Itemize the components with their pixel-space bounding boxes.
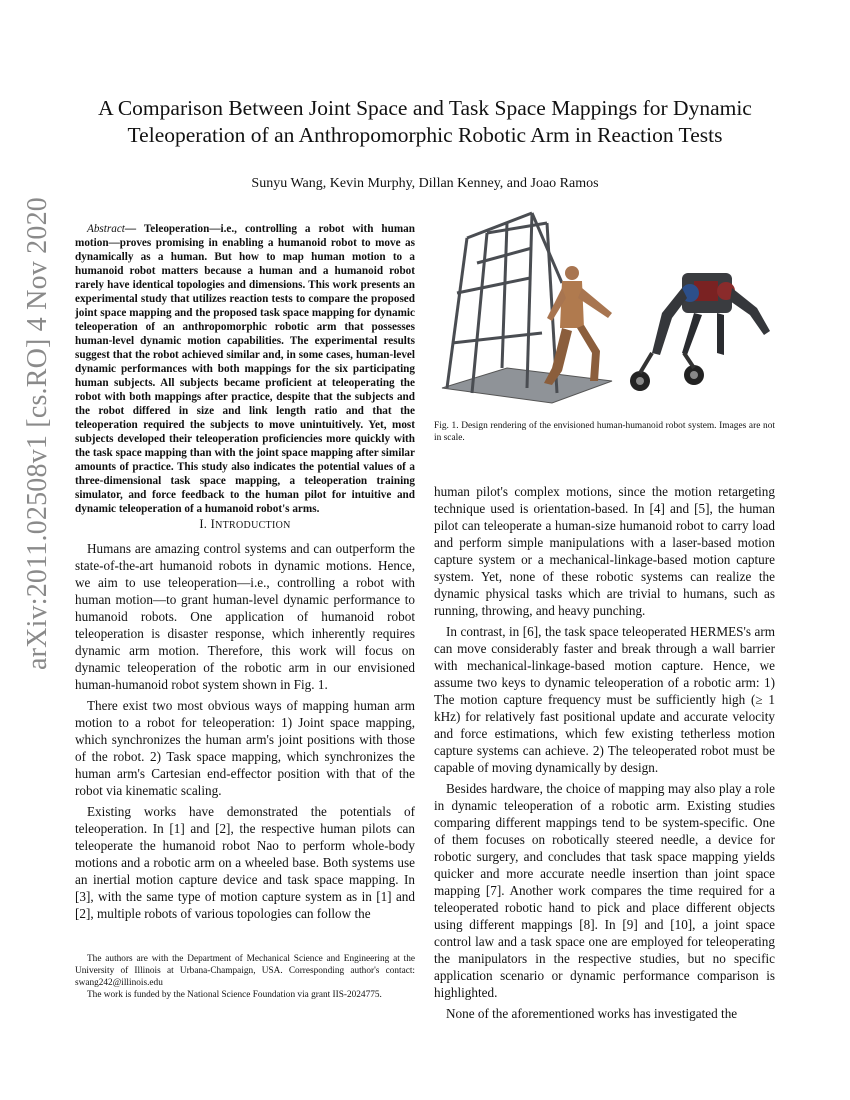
section-number: I. bbox=[199, 517, 211, 531]
paragraph: human pilot's complex motions, since the motion retargeting technique used is orientation-based. In [4] and [5], the human pilot can teleoperate a human-size humanoid robot to carry load and perform simple manipulations with a laser-based motion capture system or a mechanical-linkage-based motion capture system. Yet, none of these robotic systems can realize the dynamic physical tasks which are trivial to humans, such as running, throwing, and heavy punching. bbox=[434, 484, 775, 618]
humanoid-robot bbox=[630, 273, 770, 391]
paragraph: Besides hardware, the choice of mapping may also play a role in dynamic teleoperation of a robotic arm. Existing studies comparing different mappings tend to be system-specific. One of them focuses on robotically steered needle, a device for robotic surgery, and concludes that task space mapping yields quicker and more accurate needle insertion than joint space mapping [7]. Another work compares the time required for a teleoperated robotic hand to pick and place different objects using different mappings [8]. In [9] and [10], a joint space control law and a task space one are employed for teleoperating the manipulators in the respective studies, but no specific application scenario or dynamic performance comparison is highlighted. bbox=[434, 781, 775, 1000]
figure-1-rendering bbox=[432, 203, 777, 411]
arxiv-stamp: arXiv:2011.02508v1 [cs.RO] 4 Nov 2020 bbox=[22, 197, 53, 670]
left-column bbox=[75, 222, 415, 922]
section-heading-introduction bbox=[75, 516, 415, 534]
section-title-rest: NTRODUCTION bbox=[215, 520, 291, 531]
paragraph: Existing works have demonstrated the potentials of teleoperation. In [1] and [2], the respective human pilots can teleoperate the humanoid robot Nao to perform whole-body motions and a robotic arm on a wheeled base. Both systems use an inertial motion capture device and task space mapping. In [3], with the same type of motion capture system as in [1] and [2], multiple robots of various topologies can follow the bbox=[75, 804, 415, 921]
right-column bbox=[434, 483, 775, 1022]
footnote-affiliation: The authors are with the Department of Mechanical Science and Engineering at the University of Illinois at Urbana-Champaign, USA. Corresponding author's contact: swang242@illinois.edu bbox=[75, 954, 415, 988]
footnote-funding: The work is funded by the National Science Foundation via grant IIS-2024775. bbox=[87, 990, 382, 1000]
figure-1-caption: Fig. 1. Design rendering of the envisioned human-humanoid robot system. Images are not in scale. bbox=[434, 421, 775, 443]
paper-title: A Comparison Between Joint Space and Task Space Mappings for Dynamic Teleoperation of an Anthropomorphic Robotic Arm in Reaction Tests bbox=[98, 96, 752, 147]
paragraph: None of the aforementioned works has investigated the bbox=[446, 1006, 738, 1021]
paragraph: There exist two most obvious ways of mapping human arm motion to a robot for teleoperation: 1) Joint space mapping, which synchronizes the human arm's joint positions with those of the robot. 2) Task space mapping, which synchronizes the human arm's Cartesian end-effector position with that of the robot via kinematic scaling. bbox=[75, 698, 415, 798]
robot-system-illustration bbox=[432, 203, 777, 411]
footnotes bbox=[75, 953, 415, 1001]
paragraph: In contrast, in [6], the task space teleoperated HERMES's arm can move considerably faster and break through a wall barrier with mechanical-linkage-based motion capture. Hence, we assume two keys to dynamic teleoperation of a robotic arm: 1) The motion capture frequency must be sufficiently high (≥ 1 kHz) for relatively fast positional update and accurate velocity and force estimations, which few existing tetherless motion capture systems can achieve. 2) The teleoperated robot must be capable of moving dynamically by design. bbox=[434, 624, 775, 775]
abstract-text: — Teleoperation—i.e., controlling a robot with human motion—proves promising in enabling a humanoid robot to move as dynamically as a human. But how to map human motion to a humanoid robot matters because a human and a humanoid robot rarely have identical topologies and dimensions. This work presents an experimental study that utilizes reaction tests to compare the proposed joint space mapping and the proposed task space mapping for dynamic teleoperation of an anthropomorphic robotic arm that possesses human-level dynamic motion capabilities. The experimental results suggest that the robot achieved similar and, in some cases, human-level dynamic performances with both mappings for the six participating human subjects. All subjects became proficient at teleoperating the robot with both mappings after practice, despite that the subjects and the robot differed in size and link length ratio and that the teleoperation required the subjects to move unintuitively. Yet, most subjects developed their teleoperation proficiencies more quickly with the task space mapping than with the joint space mapping after similar amounts of practice. This study also indicates the potential values of a three-dimensional task space mapping, a teleoperation training simulator, and force feedback to the human pilot for intuitive and dynamic teleoperation of a humanoid robot's arms. bbox=[75, 223, 415, 515]
author-list: Sunyu Wang, Kevin Murphy, Dillan Kenney, and Joao Ramos bbox=[251, 176, 599, 191]
paragraph: Humans are amazing control systems and can outperform the state-of-the-art humanoid robots in dynamic motions. Hence, we aim to use teleoperation—i.e., controlling a robot with human motion—to grant human-level dynamic performance to humanoid robots. One application of humanoid robot teleoperation is disaster response, which inherently requires dynamic arm motion. Therefore, this work will focus on dynamic teleoperation of the robotic arm in our envisioned human-humanoid robot system shown in Fig. 1. bbox=[75, 541, 415, 692]
section-title-initial: I bbox=[210, 517, 216, 531]
abstract bbox=[75, 222, 415, 516]
frame-rig bbox=[447, 213, 562, 393]
abstract-lead: Abstract bbox=[87, 223, 125, 235]
